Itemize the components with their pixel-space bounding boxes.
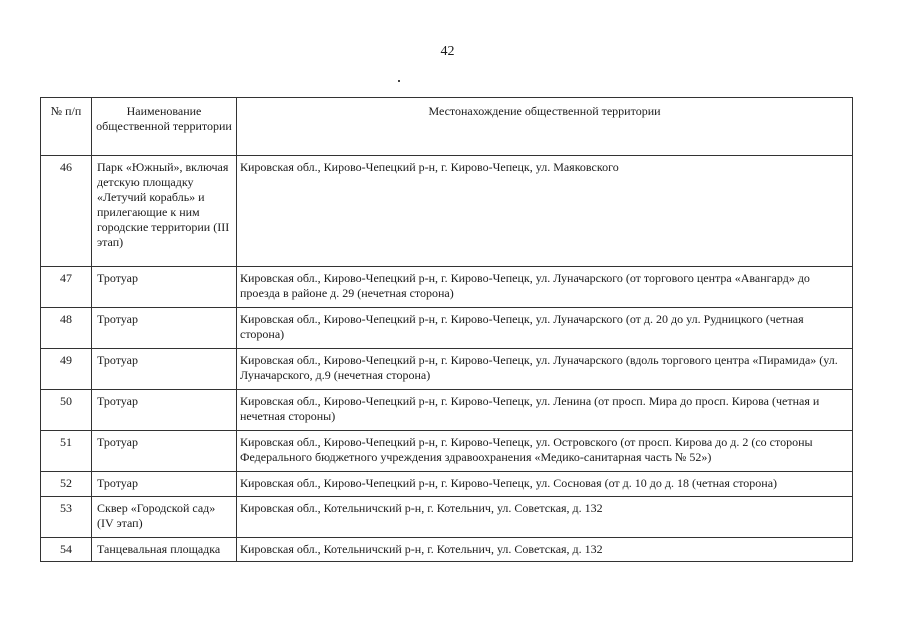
table-row (41, 308, 853, 349)
table-row (41, 349, 853, 390)
territory-name: Танцевальная площадка (92, 538, 237, 562)
territories-table (40, 97, 853, 562)
page-number: 42 (440, 44, 455, 59)
header-territory-location: Местонахождение общественной территории (237, 98, 853, 156)
table-row (41, 497, 853, 538)
table-row (41, 431, 853, 472)
territory-name: Парк «Южный», включая детскую площадку «Летучий корабль» и прилегающие к ним городские территории (III этап) (92, 156, 237, 267)
territory-location: Кировская обл., Кирово-Чепецкий р-н, г. Кирово-Чепецк, ул. Сосновая (от д. 10 до д. 18 (четная сторона) (237, 472, 853, 497)
table-row (41, 538, 853, 562)
row-number: 51 (41, 431, 92, 472)
table-row (41, 390, 853, 431)
row-number: 52 (41, 472, 92, 497)
territory-location: Кировская обл., Кирово-Чепецкий р-н, г. Кирово-Чепецк, ул. Ленина (от просп. Мира до просп. Кирова (четная и нечетная стороны) (237, 390, 853, 431)
header-territory-name: Наименование общественной территории (92, 98, 237, 156)
territory-name: Тротуар (92, 267, 237, 308)
territory-name: Тротуар (92, 390, 237, 431)
row-number: 48 (41, 308, 92, 349)
row-number: 50 (41, 390, 92, 431)
row-number: 54 (41, 538, 92, 562)
territory-name: Тротуар (92, 308, 237, 349)
territory-name: Тротуар (92, 472, 237, 497)
territory-location: Кировская обл., Кирово-Чепецкий р-н, г. Кирово-Чепецк, ул. Луначарского (от д. 20 до ул. Рудницкого (четная сторона) (237, 308, 853, 349)
territory-location: Кировская обл., Кирово-Чепецкий р-н, г. Кирово-Чепецк, ул. Луначарского (вдоль торгового центра «Пирамида» (ул. Луначарского, д.9 (нечетная сторона) (237, 349, 853, 390)
territory-location: Кировская обл., Котельничский р-н, г. Котельнич, ул. Советская, д. 132 (237, 538, 853, 562)
table-header-row (41, 98, 853, 156)
row-number: 47 (41, 267, 92, 308)
row-number: 49 (41, 349, 92, 390)
table-row (41, 267, 853, 308)
table-row (41, 156, 853, 267)
territory-location: Кировская обл., Котельничский р-н, г. Котельнич, ул. Советская, д. 132 (237, 497, 853, 538)
row-number: 53 (41, 497, 92, 538)
territory-name: Тротуар (92, 431, 237, 472)
territory-location: Кировская обл., Кирово-Чепецкий р-н, г. Кирово-Чепецк, ул. Островского (от просп. Кирова до д. 2 (со стороны Федерального бюджетного учреждения здравоохранения «Медико-санитарная часть № 52») (237, 431, 853, 472)
territory-location: Кировская обл., Кирово-Чепецкий р-н, г. Кирово-Чепецк, ул. Луначарского (от торгового центра «Авангард» до проезда в районе д. 29 (нечетная сторона) (237, 267, 853, 308)
table-row (41, 472, 853, 497)
header-number: № п/п (41, 98, 92, 156)
territory-location: Кировская обл., Кирово-Чепецкий р-н, г. Кирово-Чепецк, ул. Маяковского (237, 156, 853, 267)
territory-name: Тротуар (92, 349, 237, 390)
scan-speck (398, 80, 400, 82)
territory-name: Сквер «Городской сад» (IV этап) (92, 497, 237, 538)
row-number: 46 (41, 156, 92, 267)
